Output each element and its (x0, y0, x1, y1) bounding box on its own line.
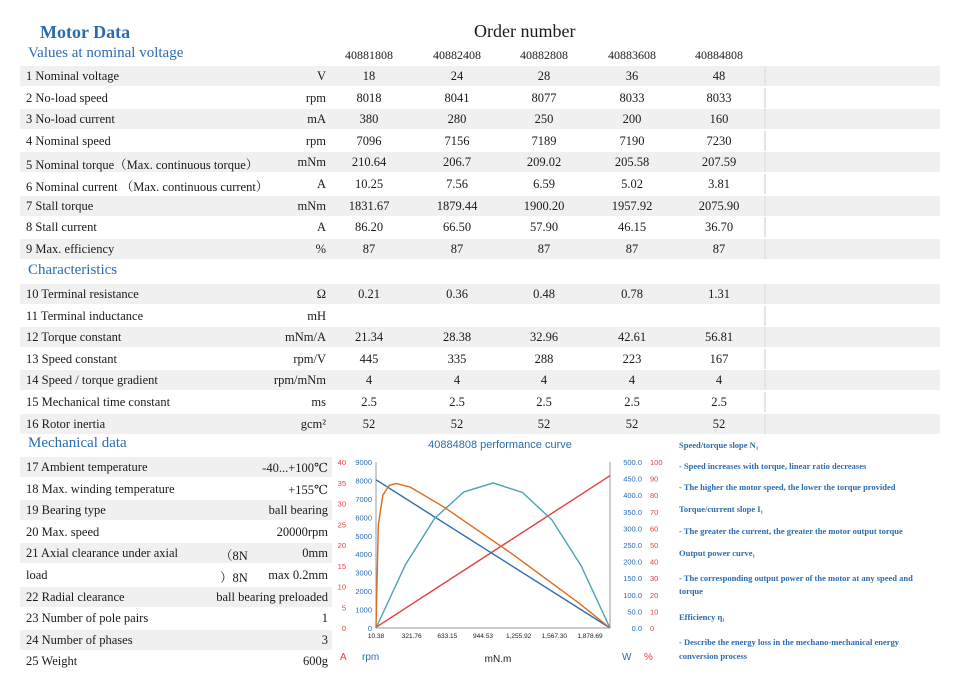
row-value: 10.25 (354, 177, 384, 191)
mech-sub-value: （8N (220, 549, 248, 564)
row-value: 200 (622, 112, 642, 127)
order-number-5: 40884808 (695, 48, 743, 62)
table-row (20, 414, 940, 434)
row-unit: A (316, 177, 326, 191)
annotation-line: Torque/current slope I₁ (679, 504, 764, 514)
tick-label: 8000 (355, 476, 372, 486)
row-value: 0.48 (533, 287, 555, 301)
row-value: 205.58 (614, 155, 650, 170)
row-shade-cell (764, 239, 766, 259)
mech-value: 1 (321, 611, 328, 626)
row-value: 4 (365, 373, 373, 388)
row-unit: gcm² (300, 416, 326, 431)
row-value: 280 (447, 112, 467, 127)
row-value: 8041 (444, 90, 470, 105)
row-value: 7189 (531, 133, 557, 148)
row-value: 24 (450, 69, 464, 83)
row-unit: mNm (297, 155, 326, 170)
x-tick-label: 1,255.92 (506, 633, 532, 640)
row-value: 2.5 (449, 395, 465, 409)
row-value: 210.64 (351, 155, 387, 170)
row-shade-cell (764, 349, 766, 369)
row-value: 2075.90 (698, 198, 740, 213)
annotation-line: - The higher the motor speed, the lower the torque provided (679, 482, 896, 492)
row-value: 7190 (619, 133, 645, 148)
tick-label: 200.0 (623, 557, 642, 567)
annotation-line: - The corresponding output power of the motor at any speed and (679, 573, 913, 583)
tick-label: 6000 (355, 513, 372, 523)
row-value: 6.59 (533, 177, 555, 191)
table-row (20, 500, 332, 520)
row-value: 86.20 (354, 220, 384, 235)
row-shade-cell (764, 392, 766, 412)
tick-label: 450.0 (623, 474, 642, 484)
mech-value: ball bearing (268, 503, 328, 518)
row-unit: ms (311, 395, 326, 409)
tick-label: 10 (337, 582, 346, 592)
tick-label: 0 (650, 624, 655, 633)
row-value: 2.5 (711, 395, 727, 409)
row-value: 21.34 (354, 330, 384, 345)
tick-label: 7000 (355, 494, 372, 504)
row-value: 209.02 (526, 155, 562, 170)
tick-label: 60 (650, 524, 659, 534)
table-row (20, 630, 332, 650)
row-value: 36.70 (704, 220, 734, 235)
series-line-current (376, 476, 610, 628)
x-axis-label: mN.m (484, 654, 512, 665)
tick-label: 250.0 (623, 541, 642, 550)
mech-value: 0mm (302, 546, 328, 561)
row-value: 18 (362, 69, 376, 83)
row-unit: A (316, 220, 326, 235)
row-value: 288 (534, 351, 554, 366)
tick-label: 0 (367, 624, 372, 633)
x-tick-label: 1,567.30 (541, 633, 567, 640)
tick-label: 0.0 (631, 624, 642, 633)
tick-label: 5000 (355, 531, 372, 541)
tick-label: 9000 (355, 458, 372, 467)
series-line-speed (376, 480, 610, 628)
row-value: 445 (359, 351, 379, 366)
x-tick-label: 321.76 (401, 633, 422, 640)
row-value: 32.96 (529, 330, 559, 345)
tick-label: 150.0 (623, 574, 642, 584)
row-shade-cell (764, 370, 766, 390)
row-value: 380 (359, 112, 379, 127)
tick-label: 10 (650, 607, 659, 617)
row-label: 8 Stall current (26, 220, 97, 235)
section-nominal-voltage: Values at nominal voltage (28, 45, 184, 61)
row-shade-cell (764, 152, 766, 172)
table-row (20, 109, 940, 129)
table-row (20, 131, 940, 151)
mech-value: 600g (303, 654, 328, 669)
row-unit: rpm (305, 90, 326, 105)
x-tick-label: 633.15 (437, 633, 458, 640)
table-row (20, 196, 940, 216)
row-value: 1831.67 (348, 198, 390, 213)
row-value: 0.78 (621, 287, 643, 301)
row-unit: mA (307, 112, 326, 127)
tick-label: 350.0 (623, 507, 642, 517)
tick-label: 3000 (355, 568, 372, 578)
order-number-heading: Order number (474, 21, 576, 41)
row-label: 3 No-load current (26, 112, 115, 127)
mech-value: ball bearing preloaded (216, 589, 328, 604)
row-value: 57.90 (529, 220, 559, 235)
row-unit: V (316, 69, 326, 83)
tick-label: 25 (337, 520, 346, 530)
row-value: 167 (709, 351, 729, 366)
row-label: 12 Torque constant (26, 330, 122, 345)
row-value: 7.56 (446, 177, 468, 191)
annotation-line: torque (679, 586, 703, 596)
table-row (20, 457, 332, 477)
mech-label: 25 Weight (26, 654, 78, 669)
row-value: 4 (715, 373, 723, 388)
row-value: 52 (450, 416, 464, 431)
mech-label: 17 Ambient temperature (26, 460, 148, 474)
tick-label: 20 (337, 541, 346, 550)
row-value: 1.31 (708, 287, 730, 301)
table-row (20, 306, 940, 326)
row-label: 15 Mechanical time constant (26, 395, 171, 409)
row-value: 2.5 (624, 395, 640, 409)
row-value: 4 (540, 373, 548, 388)
tick-label: 2000 (355, 587, 372, 597)
row-value: 66.50 (442, 220, 472, 235)
mech-label: 22 Radial clearance (26, 589, 125, 604)
tick-label: 5 (341, 603, 346, 613)
row-value: 1957.92 (611, 198, 653, 213)
row-label: 13 Speed constant (26, 351, 117, 366)
table-row (20, 587, 332, 607)
row-value: 223 (622, 351, 642, 366)
mech-label: 21 Axial clearance under axial (26, 546, 179, 561)
row-shade-cell (764, 174, 766, 194)
mech-sub-value: ）8N (220, 571, 248, 585)
table-row (20, 479, 332, 499)
tick-label: 35 (337, 478, 346, 488)
row-value: 7096 (356, 133, 382, 148)
annotation-line: - The greater the current, the greater the motor output torque (679, 526, 903, 536)
row-shade-cell (764, 217, 766, 237)
tick-label: 20 (650, 590, 659, 600)
tick-label: 1000 (355, 605, 372, 615)
row-value: 0.36 (446, 287, 468, 301)
table-row (20, 88, 940, 108)
row-unit: mNm/A (285, 330, 326, 345)
tick-label: 30 (650, 574, 659, 584)
row-label: 2 No-load speed (26, 90, 108, 105)
row-value: 250 (534, 112, 554, 127)
annotation-line: - Speed increases with torque, linear ratio decreases (679, 461, 867, 471)
tick-label: 80 (650, 491, 659, 501)
row-value: 36 (625, 69, 639, 83)
order-number-2: 40882408 (433, 48, 481, 62)
x-tick-label: 1,878.69 (577, 633, 603, 640)
table-row (20, 543, 332, 563)
row-value: 52 (362, 416, 376, 431)
row-shade-cell (764, 306, 766, 326)
row-value: 207.59 (701, 155, 737, 170)
row-value: 42.61 (617, 330, 647, 345)
row-label: 4 Nominal speed (26, 133, 111, 148)
row-label: 14 Speed / torque gradient (26, 373, 158, 388)
tick-label: 50.0 (627, 607, 642, 617)
motor-data-title: Motor Data (40, 22, 131, 42)
row-value: 0.21 (358, 287, 380, 301)
tick-label: 4000 (355, 550, 372, 560)
row-label: 9 Max. efficiency (26, 241, 115, 256)
row-label: 7 Stall torque (26, 198, 94, 213)
row-value: 87 (362, 241, 376, 256)
table-row (20, 217, 940, 237)
row-value: 87 (625, 241, 639, 256)
row-shade-cell (764, 109, 766, 129)
row-value: 2.5 (361, 395, 377, 409)
annotation-line: Efficiency η₁ (679, 612, 725, 622)
order-number-1: 40881808 (345, 48, 393, 62)
table-row (20, 565, 332, 585)
order-number-3: 40882808 (520, 48, 568, 62)
row-value: 52 (712, 416, 726, 431)
row-value: 335 (447, 351, 467, 366)
row-value: 1879.44 (436, 198, 478, 213)
row-value: 8033 (619, 90, 645, 105)
row-value: 28 (537, 69, 551, 83)
row-value: 87 (537, 241, 551, 256)
speed-axis-label: rpm (362, 652, 380, 663)
table-row (20, 284, 940, 304)
performance-chart (332, 432, 672, 672)
row-unit: rpm/V (293, 351, 326, 366)
order-number-4: 40883608 (608, 48, 656, 62)
row-unit: % (315, 241, 326, 256)
row-value: 7156 (444, 133, 470, 148)
section-characteristics: Characteristics (28, 262, 118, 278)
mech-value: -40...+100℃ (262, 461, 328, 475)
mech-label: 20 Max. speed (26, 524, 100, 539)
row-value: 5.02 (621, 177, 643, 191)
row-label: 16 Rotor inertia (26, 416, 106, 431)
annotation-line: conversion process (679, 651, 748, 661)
row-value: 7230 (706, 133, 732, 148)
row-value: 1900.20 (523, 198, 565, 213)
tick-label: 400.0 (623, 491, 642, 501)
row-unit: rpm/mNm (273, 373, 326, 388)
mech-value: 20000rpm (276, 524, 328, 539)
row-shade-cell (764, 66, 766, 86)
row-value: 160 (709, 112, 729, 127)
efficiency-axis-label: % (644, 652, 653, 663)
row-unit: rpm (305, 133, 326, 148)
row-value: 8018 (356, 90, 382, 105)
section-mechanical-data: Mechanical data (28, 435, 127, 451)
row-value: 87 (712, 241, 726, 256)
tick-label: 30 (337, 499, 346, 509)
tick-label: 40 (337, 458, 346, 467)
row-label: 6 Nominal current （Max. continuous current） (26, 180, 269, 194)
table-row (20, 327, 940, 347)
mech-label: 23 Number of pole pairs (26, 611, 149, 626)
tick-label: 500.0 (623, 458, 642, 467)
row-value: 48 (712, 69, 726, 83)
row-value: 28.38 (442, 330, 472, 345)
tick-label: 50 (650, 541, 659, 550)
mech-label: 24 Number of phases (26, 632, 133, 647)
table-row (20, 349, 940, 369)
row-value: 52 (625, 416, 639, 431)
row-shade-cell (764, 88, 766, 108)
mech-value: max 0.2mm (268, 568, 328, 582)
x-tick-label: 944.53 (473, 633, 493, 640)
mech-label: 19 Bearing type (26, 503, 106, 518)
row-value: 8033 (706, 90, 732, 105)
row-unit: mH (307, 308, 326, 323)
current-axis-label: A (340, 652, 347, 663)
row-label: 1 Nominal voltage (26, 69, 120, 83)
row-label: 10 Terminal resistance (26, 287, 139, 301)
tick-label: 100.0 (623, 590, 642, 600)
tick-label: 0 (341, 624, 346, 633)
table-row (20, 522, 332, 542)
table-row (20, 392, 940, 412)
row-unit: mNm (297, 198, 326, 213)
mech-value: 3 (321, 632, 328, 647)
mech-value: +155℃ (288, 482, 328, 497)
chart-title: 40884808 performance curve (428, 439, 572, 451)
tick-label: 100 (650, 458, 663, 467)
row-shade-cell (764, 327, 766, 347)
row-value: 4 (628, 373, 636, 388)
row-shade-cell (764, 131, 766, 151)
mech-label: 18 Max. winding temperature (26, 481, 175, 496)
power-axis-label: W (622, 652, 632, 663)
annotation-line: Output power curve₁ (679, 548, 756, 558)
row-value: 2.5 (536, 395, 552, 409)
row-value: 4 (453, 373, 461, 388)
tick-label: 40 (650, 557, 659, 567)
table-row (20, 152, 940, 172)
row-shade-cell (764, 284, 766, 304)
row-value: 3.81 (708, 177, 730, 191)
row-label: 11 Terminal inductance (26, 308, 144, 323)
row-unit: Ω (316, 287, 326, 301)
table-row (20, 651, 332, 671)
annotation-line: - Describe the energy loss in the mechano-mechanical energy (679, 637, 900, 647)
table-row (20, 370, 940, 390)
table-row (20, 239, 940, 259)
x-tick-label: 10.38 (367, 633, 385, 640)
tick-label: 300.0 (623, 524, 642, 534)
table-row (20, 174, 940, 194)
row-label: 5 Nominal torque（Max. continuous torque） (26, 158, 259, 173)
row-value: 56.81 (704, 330, 734, 345)
tick-label: 70 (650, 507, 659, 517)
row-value: 8077 (531, 90, 557, 105)
table-row (20, 66, 940, 86)
row-shade-cell (764, 196, 766, 216)
row-value: 52 (537, 416, 551, 431)
row-value: 206.7 (442, 155, 472, 170)
tick-label: 90 (650, 474, 659, 484)
mech-label: load (26, 568, 48, 582)
annotation-line: Speed/torque slope N₁ (679, 440, 759, 450)
row-shade-cell (764, 414, 766, 434)
row-value: 46.15 (617, 220, 647, 235)
row-value: 87 (450, 241, 464, 256)
table-row (20, 608, 332, 628)
tick-label: 15 (337, 561, 346, 571)
